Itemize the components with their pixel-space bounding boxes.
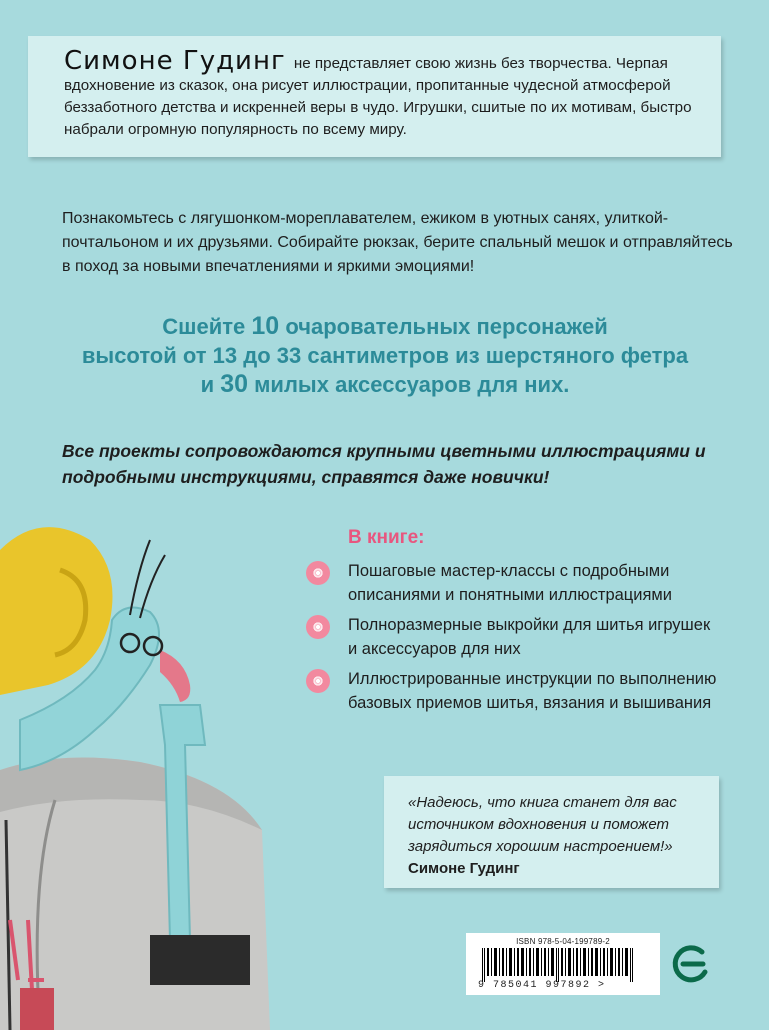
barcode-box [466, 933, 660, 995]
author-bio-box [28, 36, 721, 157]
list-item [300, 667, 720, 715]
projects-note: Все проекты сопровождаются крупными цветными иллюстрациями и подробными инструкциями, справятся даже новички! [62, 441, 706, 487]
barcode-icon [478, 948, 648, 982]
headline [40, 312, 730, 399]
mailbox-gingham-patch [20, 988, 54, 1030]
author-quote-box [384, 776, 719, 888]
intro-paragraph: Познакомьтесь с лягушонком-мореплавателем, ежиком в уютных санях, улиткой-почтальоном и их друзьями. Собирайте рюкзак, берите спальный мешок и отправляйтесь в поход за новыми впечатлениями и яркими эмоциями! [62, 210, 733, 275]
snail-mailbox-illustration [0, 500, 280, 1030]
snail-antenna [130, 540, 150, 615]
barcode-digits: 9 785041 997892 > [478, 980, 606, 991]
snail-scarf [160, 650, 190, 702]
author-name: Симоне Гудинг [64, 46, 286, 76]
mailbox-flag-base [150, 935, 250, 985]
headline-text: Сшейте [162, 314, 246, 339]
author-bio-text: не представляет свою жизнь без творчества. Черпая вдохновение из сказок, она рисует иллюстрации, пропитанные чудесной атмосферой беззаботного детства и искренней веры в чудо. Игрушки, сшитые по их мотивам, быстро набрали огромную популярность по всему миру. [64, 55, 692, 138]
book-contents-title: В книге: [348, 527, 425, 548]
headline-line-2: высотой от 13 до 33 сантиметров из шерстяного фетра [81, 343, 689, 368]
flower-bullet-icon [306, 615, 330, 639]
list-item [300, 613, 720, 661]
list-item [300, 559, 720, 607]
quote-text: «Надеюсь, что книга станет для вас источником вдохновения и поможет зарядиться хорошим настроением!» [408, 794, 677, 855]
list-item-text: Иллюстрированные инструкции по выполнению базовых приемов шитья, вязания и вышивания [348, 670, 717, 712]
isbn-text: ISBN 978-5-04-199789-2 [516, 937, 610, 946]
list-item-text: Пошаговые мастер-классы с подробными описаниями и понятными иллюстрациями [348, 562, 672, 604]
book-contents-list [300, 527, 720, 721]
headline-line-3 [40, 370, 730, 399]
headline-number: 10 [251, 312, 280, 340]
headline-text: милых аксессуаров для них. [254, 372, 570, 397]
publisher-logo-icon [669, 942, 713, 986]
flower-bullet-icon [306, 669, 330, 693]
list-item-text: Полноразмерные выкройки для шитья игрушек и аксессуаров для них [348, 616, 711, 658]
headline-line-1 [40, 312, 730, 341]
headline-text: очаровательных персонажей [285, 314, 608, 339]
quote-author: Симоне Гудинг [408, 860, 520, 877]
headline-text: и [200, 372, 215, 397]
flower-bullet-icon [306, 561, 330, 585]
headline-number: 30 [220, 370, 249, 398]
